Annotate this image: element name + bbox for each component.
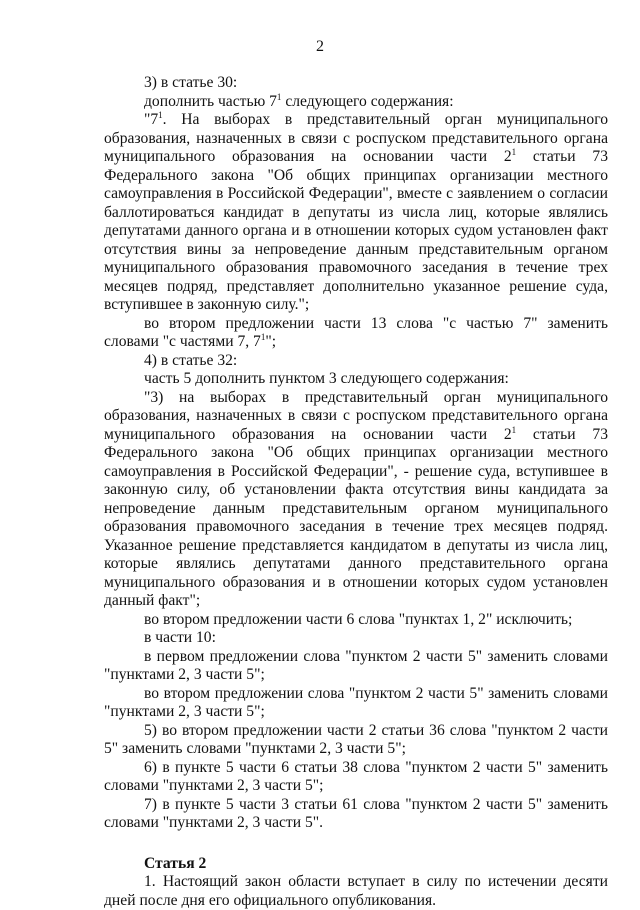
text-segment: "3) на выборах в представительный орган муниципального образования, назначенных в связи с роспуском представительного органа муниципального образования на основании части 2 (104, 388, 608, 443)
text-segment: следующего содержания: (281, 92, 454, 110)
superscript: 1 (158, 110, 163, 120)
text-segment: "; (265, 333, 277, 350)
text-segment: 7) в пункте 5 части 3 статьи 61 слова "пунктом 2 части 5" заменить словами "пунктами 2, 3 части 5". (104, 795, 608, 831)
paragraph-p9 (104, 629, 608, 648)
paragraph-p2 (104, 93, 608, 112)
text-segment: во втором предложении части 6 слова "пунктах 1, 2" исключить; (144, 610, 573, 628)
text-segment: часть 5 дополнить пунктом 3 следующего содержания: (144, 370, 509, 387)
paragraph-p3 (104, 111, 608, 315)
paragraph-p1 (104, 74, 608, 93)
text-segment: "7 (144, 111, 159, 128)
text-segment: в первом предложении слова "пунктом 2 части 5" заменить словами "пунктами 2, 3 части 5"; (104, 647, 608, 683)
text-segment: в части 10: (144, 629, 216, 646)
paragraph-p12 (104, 722, 608, 759)
text-segment: статьи 73 Федерального закона "Об общих принципах организации местного самоуправления в Российской Федерации", вместе с заявлением о согласии баллотироваться кандидат в депутаты из числа лиц, которые являлись депутатами данного органа и в отношении которых судом установлен факт отсутствия вины за непроведение данным представительным органом муниципального образования правомочного заседания в течение трех месяцев подряд, представляет дополнительно указанное решение суда, вступившее в законную силу."; (104, 148, 608, 313)
superscript: 1 (260, 332, 266, 342)
text-segment: 5) во втором предложении части 2 статьи 36 слова "пунктом 2 части 5" заменить словами "пунктами 2, 3 части 5"; (104, 721, 608, 757)
text-segment: 6) в пункте 5 части 6 статьи 38 слова "пунктом 2 части 5" заменить словами "пунктами 2, 3 части 5"; (104, 758, 608, 794)
text-segment: Статья 2 (144, 854, 207, 872)
superscript: 1 (511, 147, 517, 157)
paragraph-p10 (104, 648, 608, 685)
text-segment: 4) в статье 32: (144, 351, 238, 369)
document-body (104, 74, 608, 910)
text-segment: . На выборах в представительный орган муниципального образования, назначенных в связи с роспуском представительного органа муниципального образования на основании части 2 (104, 111, 608, 165)
text-segment: 1. Настоящий закон области вступает в силу по истечении десяти дней после дня его официального опубликования. (104, 873, 608, 909)
text-segment: статьи 73 Федерального закона "Об общих принципах организации местного самоуправления в Российской Федерации", - решение суда, вступившее в законную силу, об установлении факта отсутствия вины кандидата за непроведение данным представительным органом муниципального образования правомочного заседания в течение трех месяцев подряд. Указанное решение представляется кандидатом в депутаты из числа лиц, которые являлись депутатами данного представительного органа муниципального образования и в отношении которых судом установлен данный факт"; (104, 425, 608, 609)
paragraph-p16 (104, 873, 608, 910)
superscript: 1 (511, 424, 517, 435)
text-segment: дополнить частью 7 (144, 92, 277, 110)
paragraph-p5 (104, 352, 608, 371)
paragraph-p13 (104, 759, 608, 796)
page-number: 2 (316, 38, 324, 55)
text-segment: 3) в статье 30: (144, 74, 238, 91)
paragraph-p4 (104, 315, 608, 352)
paragraph-p14 (104, 796, 608, 833)
text-segment: во втором предложении части 13 слова "с частью 7" заменить словами "с частями 7, 7 (104, 314, 608, 350)
paragraph-p6 (104, 370, 608, 389)
paragraph-p8 (104, 611, 608, 630)
paragraph-p7 (104, 389, 608, 611)
article-heading (104, 855, 608, 874)
paragraph-p11 (104, 685, 608, 722)
text-segment: во втором предложении слова "пунктом 2 части 5" заменить словами "пунктами 2, 3 части 5"; (104, 684, 608, 720)
superscript: 1 (276, 91, 282, 102)
